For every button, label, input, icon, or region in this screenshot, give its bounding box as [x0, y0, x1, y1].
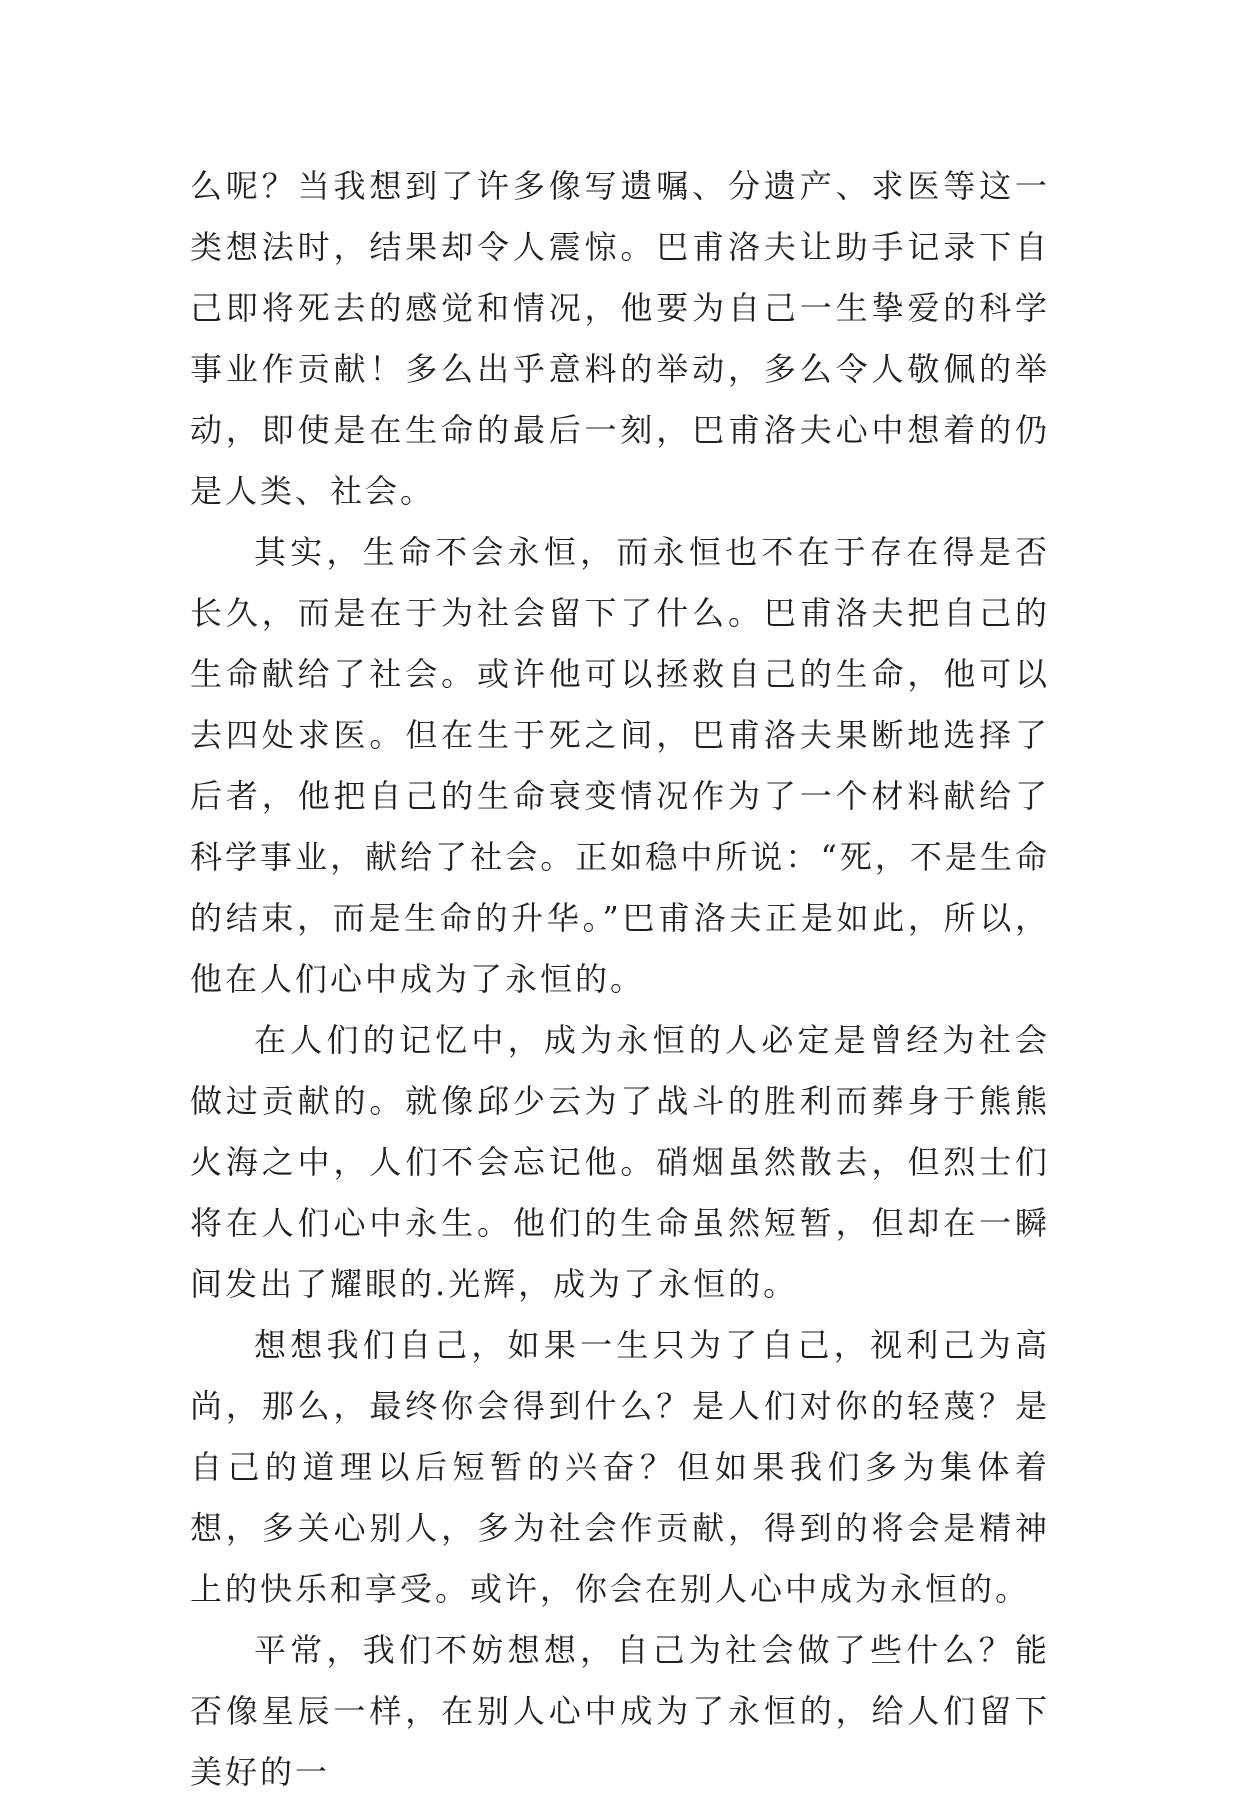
paragraph-3: 在人们的记忆中，成为永恒的人必定是曾经为社会做过贡献的。就像邱少云为了战斗的胜利而葬身于熊熊火海之中，人们不会忘记他。硝烟虽然散去，但烈士们将在人们心中永生。他们的生命虽然短暂，但却在一瞬间发出了耀眼的.光辉，成为了永恒的。: [190, 1021, 1050, 1303]
document-body: [190, 156, 1050, 1803]
paragraph-4: 想想我们自己，如果一生只为了自己，视利己为高尚，那么，最终你会得到什么？是人们对你的轻蔑？是自己的道理以后短暂的兴奋？但如果我们多为集体着想，多关心别人，多为社会作贡献，得到的将会是精神上的快乐和享受。或许，你会在别人心中成为永恒的。: [190, 1326, 1050, 1608]
paragraph-5: 平常，我们不妨想想，自己为社会做了些什么？能否像星辰一样，在别人心中成为了永恒的，给人们留下美好的一: [190, 1631, 1050, 1791]
paragraph-2: 其实，生命不会永恒，而永恒也不在于存在得是否长久，而是在于为社会留下了什么。巴甫洛夫把自己的生命献给了社会。或许他可以拯救自己的生命，他可以去四处求医。但在生于死之间，巴甫洛夫果断地选择了后者，他把自己的生命衰变情况作为了一个材料献给了科学事业，献给了社会。正如稳中所说：“死，不是生命的结束，而是生命的升华。”巴甫洛夫正是如此，所以，他在人们心中成为了永恒的。: [190, 533, 1050, 998]
paragraph-1: 么呢？当我想到了许多像写遗嘱、分遗产、求医等这一类想法时，结果却令人震惊。巴甫洛夫让助手记录下自己即将死去的感觉和情况，他要为自己一生挚爱的科学事业作贡献！多么出乎意料的举动，多么令人敬佩的举动，即使是在生命的最后一刻，巴甫洛夫心中想着的仍是人类、社会。: [190, 167, 1050, 510]
